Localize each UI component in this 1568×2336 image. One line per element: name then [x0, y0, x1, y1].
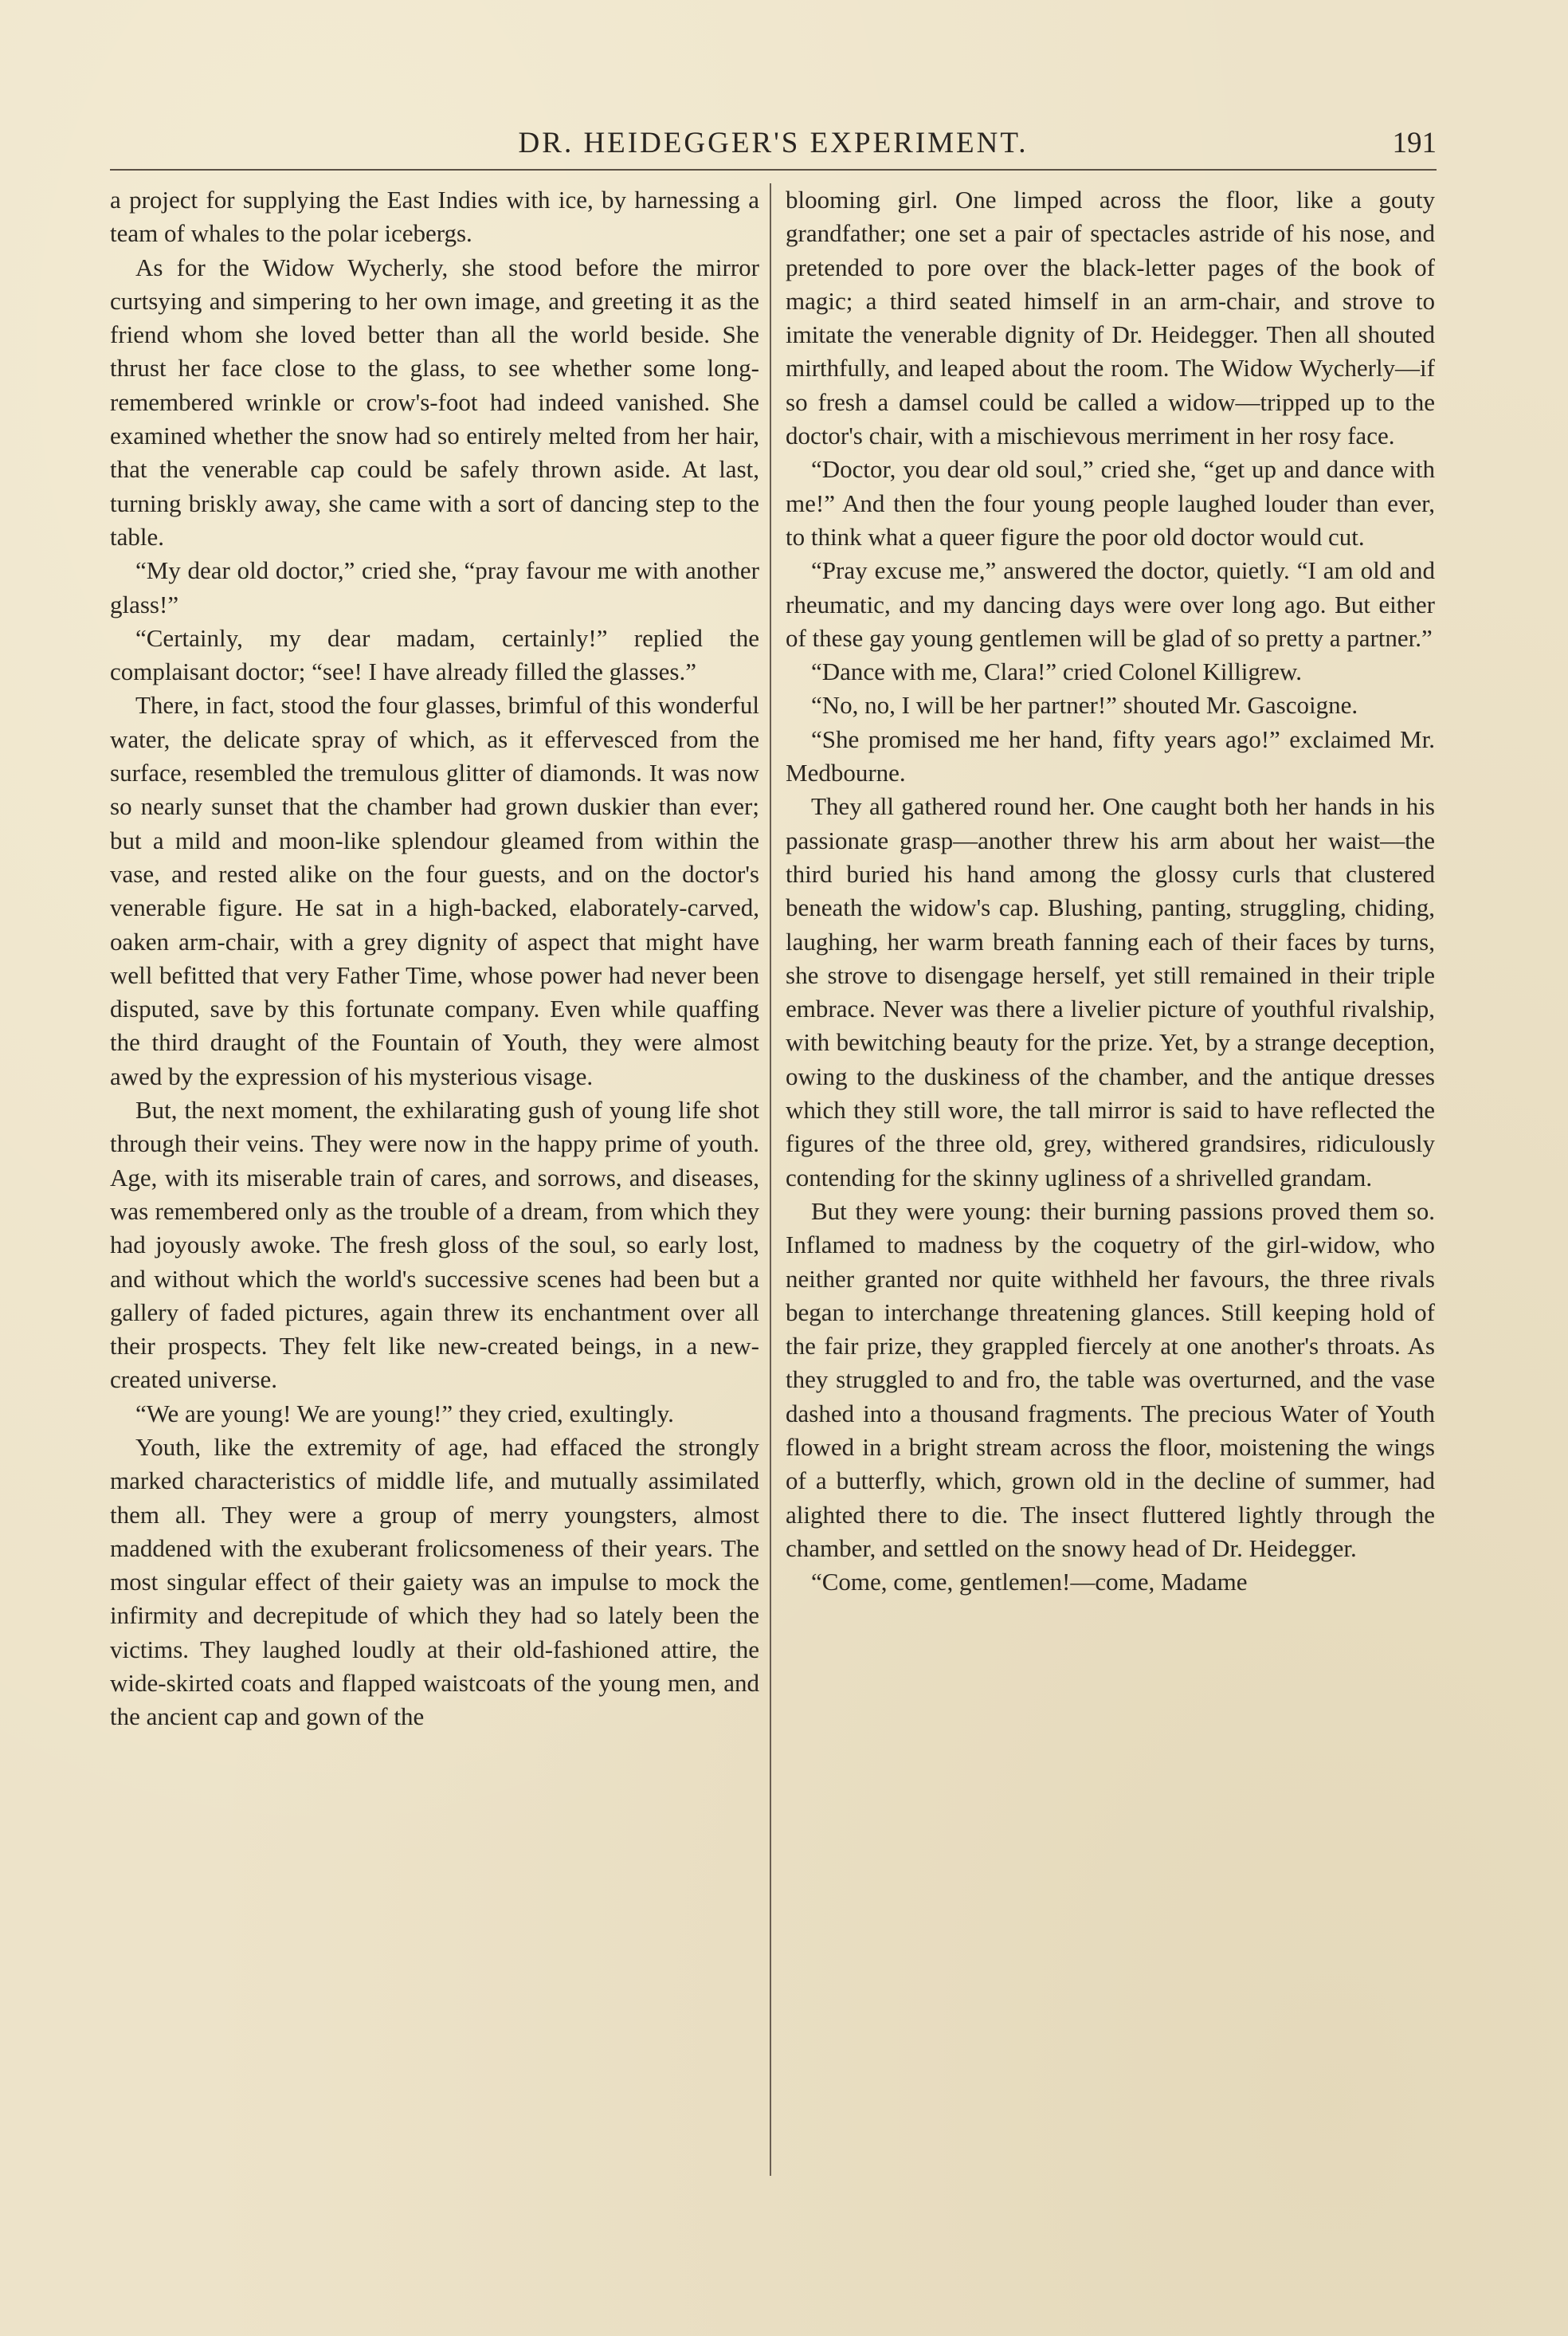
paragraph: “Doctor, you dear old soul,” cried she, “get up and dance with me!” And then the four young people laughed louder than ever, to think what a queer figure the poor old doctor would cut. — [786, 455, 1435, 551]
paragraph: They all gathered round her. One caught both her hands in his passionate grasp—another threw his arm about her waist—the third buried his hand among the glossy curls that clustered beneath the widow's cap. Blushing, panting, struggling, chiding, laughing, her warm breath fanning each of their faces by turns, she strove to disengage herself, yet still remained in their triple embrace. Never was there a livelier picture of youthful rivalship, with bewitching beauty for the prize. Yet, by a strange deception, owing to the duskiness of the chamber, and the antique dresses which they still wore, the tall mirror is said to have reflected the figures of the three old, grey, withered grandsires, ridiculously contending for the skinny ugliness of a shrivelled grandam. — [786, 792, 1435, 1192]
paragraph: “No, no, I will be her partner!” shouted Mr. Gascoigne. — [811, 691, 1358, 720]
paragraph: “Pray excuse me,” answered the doctor, quietly. “I am old and rheumatic, and my dancing days were over long ago. But either of these gay young gentlemen will be glad of so pretty a partner.” — [786, 556, 1435, 652]
paragraph: “She promised me her hand, fifty years ago!” exclaimed Mr. Medbourne. — [786, 724, 1435, 787]
header-rule — [110, 169, 1437, 171]
paragraph: a project for supplying the East Indies with ice, by harnessing a team of whales to the polar icebergs. — [110, 186, 759, 248]
paragraph: blooming girl. One limped across the floor, like a gouty grandfather; one set a pair of spectacles astride of his nose, and pretended to pore over the black-letter pages of the book of magic; a third seated himself in an arm-chair, and strove to imitate the venerable dignity of Dr. Heidegger. Then all shouted mirthfully, and leaped about the room. The Widow Wycherly—if so fresh a damsel could be called a widow—tripped up to the doctor's chair, with a mischievous merriment in her rosy face. — [786, 186, 1435, 450]
paragraph: But they were young: their burning passions proved them so. Inflamed to madness by the coquetry of the girl-widow, who neither granted nor quite withheld her favours, the three rivals began to interchange threatening glances. Still keeping hold of the fair prize, they grappled fiercely at one another's throats. As they struggled to and fro, the table was overturned, and the vase dashed into a thousand fragments. The precious Water of Youth flowed in a bright stream across the floor, moistening the wings of a butterfly, which, grown old in the decline of summer, had alighted there to die. The insect fluttered lightly through the chamber, and settled on the snowy head of Dr. Heidegger. — [786, 1196, 1435, 1562]
paragraph: There, in fact, stood the four glasses, brimful of this wonderful water, the delicate spray of which, as it effervesced from the surface, resembled the tremulous glitter of diamonds. It was now so nearly sunset that the chamber had grown duskier than ever; but a mild and moon-like splendour gleamed from within the vase, and rested alike on the four guests, and on the doctor's venerable figure. He sat in a high-backed, elaborately-carved, oaken arm-chair, with a grey dignity of aspect that might have well befitted that very Father Time, whose power had never been disputed, save by this fortunate company. Even while quaffing the third draught of the Fountain of Youth, they were almost awed by the expression of his mysterious visage. — [110, 691, 759, 1090]
paragraph: Youth, like the extremity of age, had effaced the strongly marked characteristics of middle life, and mutually assimilated them all. They were a group of merry youngsters, almost maddened with the exuberant frolicsomeness of their years. The most singular effect of their gaiety was an impulse to mock the infirmity and decrepitude of which they had so lately been the victims. They laughed loudly at their old-fashioned attire, the wide-skirted coats and flapped waistcoats of the young men, and the ancient cap and gown of the — [110, 1432, 759, 1731]
paragraph: “We are young! We are young!” they cried, exultingly. — [135, 1399, 674, 1427]
left-column — [110, 183, 759, 1734]
paragraph: “My dear old doctor,” cried she, “pray favour me with another glass!” — [110, 556, 759, 618]
paragraph: “Come, come, gentlemen!—come, Madame — [811, 1568, 1248, 1596]
paragraph: But, the next moment, the exhilarating gush of young life shot through their veins. They were now in the happy prime of youth. Age, with its miserable train of cares, and sorrows, and diseases, was remembered only as the trouble of a dream, from which they had joyously awoke. The fresh gloss of the soul, so early lost, and without which the world's successive scenes had been but a gallery of faded pictures, again threw its enchantment over all their prospects. They felt like new-created beings, in a new-created universe. — [110, 1096, 759, 1394]
paragraph: “Dance with me, Clara!” cried Colonel Killigrew. — [811, 658, 1303, 686]
running-title: DR. HEIDEGGER'S EXPERIMENT. — [518, 127, 1029, 159]
column-divider — [770, 183, 771, 2176]
page-number: 191 — [1392, 127, 1437, 159]
paragraph: As for the Widow Wycherly, she stood before the mirror curtsying and simpering to her own image, and greeting it as the friend whom she loved better than all the world beside. She thrust her face close to the glass, to see whether some long-remembered wrinkle or crow's-foot had indeed vanished. She examined whether the snow had so entirely melted from her hair, that the venerable cap could be safely thrown aside. At last, turning briskly away, she came with a sort of dancing step to the table. — [110, 253, 759, 551]
right-column — [786, 183, 1435, 1599]
running-head — [110, 126, 1437, 167]
paragraph: “Certainly, my dear madam, certainly!” replied the complaisant doctor; “see! I have already filled the glasses.” — [110, 623, 759, 686]
